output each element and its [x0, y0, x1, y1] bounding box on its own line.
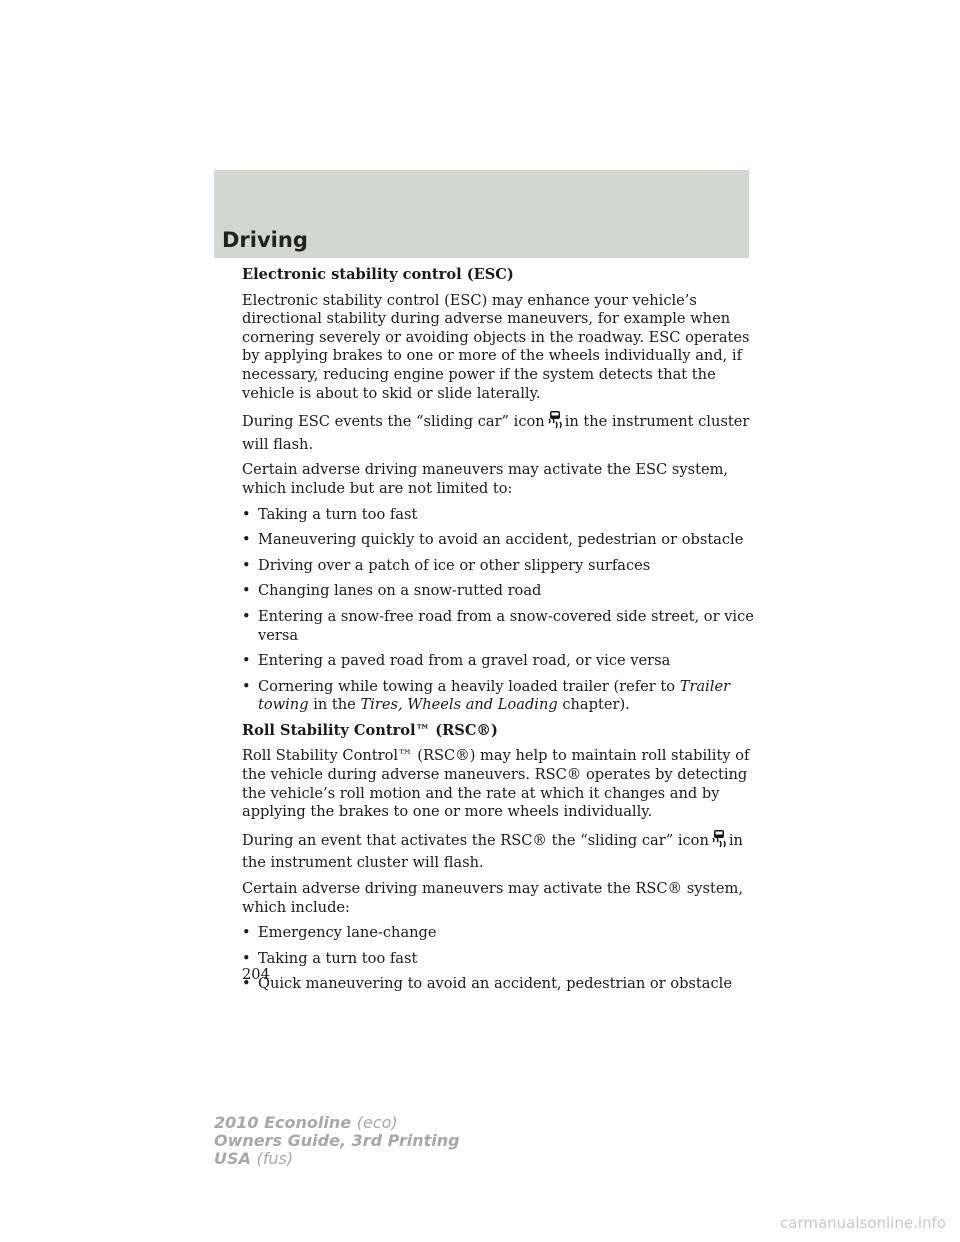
list-item: • Entering a snow-free road from a snow-covered side street, or vice versa: [242, 608, 758, 645]
page-content: [242, 266, 758, 1001]
bullet-text-end: chapter).: [557, 696, 630, 714]
footer-line-3: [214, 1150, 460, 1168]
rsc-paragraph-3: Certain adverse driving maneuvers may activate the RSC® system, which include:: [242, 880, 743, 916]
document-footer: [214, 1114, 460, 1168]
footer-model-code: (eco): [356, 1113, 398, 1132]
list-item: • Quick maneuvering to avoid an accident, pedestrian or obstacle: [242, 975, 758, 994]
bullet-text-middle: in the: [308, 696, 361, 714]
sliding-car-icon: [711, 829, 727, 855]
footer-line-2: Owners Guide, 3rd Printing: [214, 1131, 460, 1150]
esc-paragraph-2-end: in the instrument cluster will flash.: [242, 413, 750, 453]
rsc-paragraph-2: [242, 829, 758, 873]
chapter-reference: Tires, Wheels and Loading: [360, 696, 558, 714]
list-item: • Taking a turn too fast: [242, 506, 758, 525]
rsc-bullet-list: [242, 924, 758, 994]
list-item: • Maneuvering quickly to avoid an accident, pedestrian or obstacle: [242, 531, 758, 550]
bullet-text-start: Cornering while towing a heavily loaded trailer (refer to: [258, 677, 680, 695]
list-item: • Taking a turn too fast: [242, 950, 758, 969]
list-item: • Changing lanes on a snow-rutted road: [242, 582, 758, 601]
esc-paragraph-2-start: During ESC events the “sliding car” icon: [242, 413, 545, 431]
esc-paragraph-1: Electronic stability control (ESC) may enhance your vehicle’s directional stability during adverse maneuvers, for example when cornering severely or avoiding objects in the roadway. ESC operates by applying brakes to one or more of the wheels individually and, if necessary, reducing engine power if the system detects that the vehicle is about to skid or slide laterally.: [242, 291, 750, 402]
footer-line-1: [214, 1114, 460, 1132]
esc-paragraph-3: Certain adverse driving maneuvers may activate the ESC system, which include but are not limited to:: [242, 461, 729, 497]
esc-heading: Electronic stability control (ESC): [242, 266, 514, 283]
esc-bullet-list: [242, 506, 758, 715]
site-watermark: carmanualsonline.info: [780, 1214, 946, 1232]
section-title: Driving: [222, 228, 308, 252]
list-item: • Entering a paved road from a gravel road, or vice versa: [242, 652, 758, 671]
rsc-heading: Roll Stability Control™ (RSC®): [242, 721, 498, 739]
footer-market: USA: [214, 1149, 251, 1168]
sliding-car-icon: [547, 410, 563, 436]
list-item: • Emergency lane-change: [242, 924, 758, 943]
trailer-towing-reference: Trailer towing: [258, 677, 731, 714]
esc-paragraph-2: [242, 410, 758, 454]
list-item: • Driving over a patch of ice or other slippery surfaces: [242, 557, 758, 576]
rsc-paragraph-2-start: During an event that activates the RSC® the “sliding car” icon: [242, 831, 709, 849]
footer-market-code: (fus): [256, 1149, 294, 1168]
rsc-paragraph-2-end: in the instrument cluster will flash.: [242, 831, 743, 872]
page-number: 204: [242, 966, 270, 983]
rsc-paragraph-1: Roll Stability Control™ (RSC®) may help to maintain roll stability of the vehicle during adverse maneuvers. RSC® operates by detecting the vehicle’s roll motion and the rate at which it changes and by applying the brakes to one or more wheels individually.: [242, 747, 750, 821]
list-item-trailer-towing: [242, 678, 758, 715]
footer-model: 2010 Econoline: [214, 1113, 352, 1132]
